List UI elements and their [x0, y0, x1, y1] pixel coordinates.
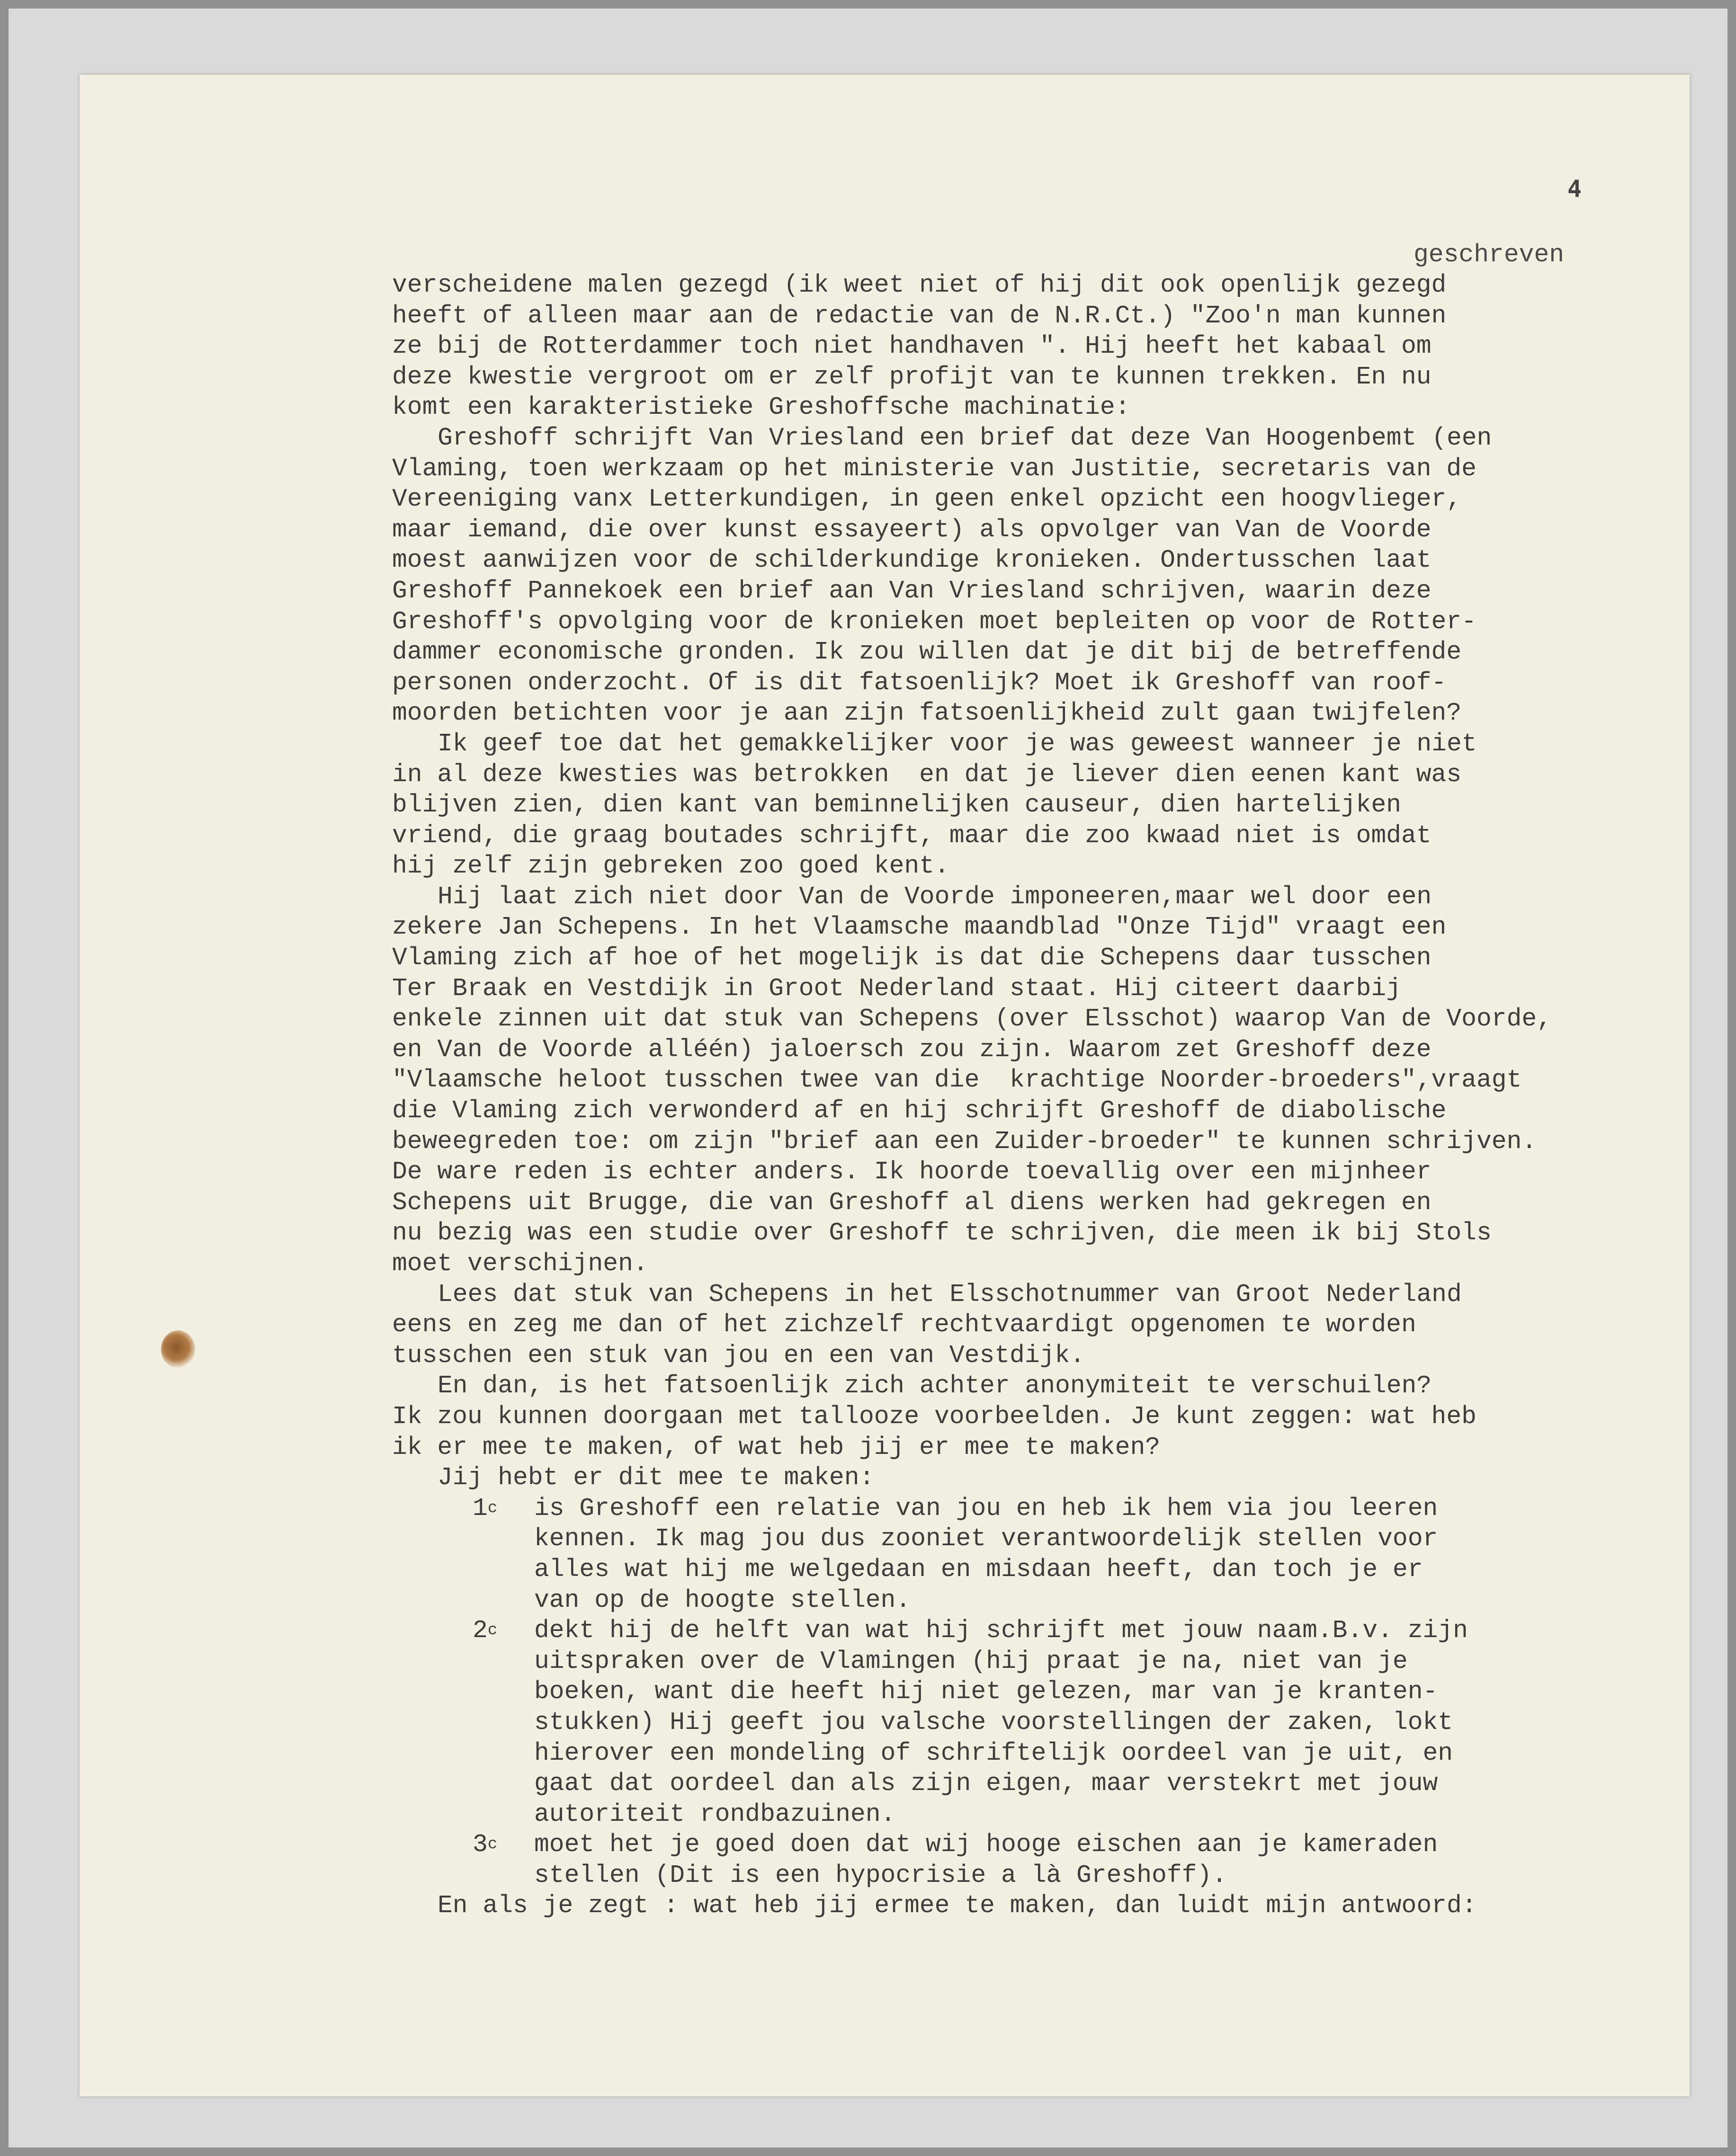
text-line: Greshoff Pannekoek een brief aan Van Vriesland schrijven, waarin deze [392, 576, 1432, 605]
numbered-list [392, 1493, 1552, 1891]
ordinal-suffix: c [487, 1621, 498, 1640]
list-item-number: 2$^c$ [473, 1616, 498, 1645]
list-item-text: van op de hoogte stellen. [534, 1586, 911, 1614]
list-item-line [392, 1676, 1552, 1707]
list-item-text: gaat dat oordeel dan als zijn eigen, maar verstekrt met jouw [534, 1769, 1438, 1798]
ordinal-suffix: c [487, 1499, 498, 1517]
list-item-text: alles wat hij me welgedaan en misdaan heeft, dan toch je er [534, 1555, 1423, 1584]
list-item-text: stukken) Hij geeft jou valsche voorstellingen der zaken, lokt [534, 1708, 1453, 1737]
text-line: Greshoff schrijft Van Vriesland een brief dat deze Van Hoogenbemt (een [438, 423, 1492, 452]
list-item-line [392, 1585, 1552, 1616]
list-item-text: autoriteit rondbazuinen. [534, 1800, 896, 1828]
list-item-line [392, 1707, 1552, 1738]
text-line: komt een karakteristieke Greshoffsche machinatie: [392, 393, 1130, 422]
text-line: ze bij de Rotterdammer toch niet handhaven ". Hij heeft het kabaal om [392, 332, 1432, 361]
list-item-line [392, 1523, 1552, 1554]
text-line: vriend, die graag boutades schrijft, maar die zoo kwaad niet is omdat [392, 821, 1432, 850]
list-item-text: hierover een mondeling of schriftelijk oordeel van je uit, en [534, 1738, 1453, 1767]
text-line: ik er mee te maken, of wat heb jij er mee te maken? [392, 1433, 1161, 1461]
letter-body [392, 270, 1552, 1921]
text-line: hij zelf zijn gebreken zoo goed kent. [392, 852, 949, 881]
body-paragraphs [392, 270, 1552, 1493]
text-line: Ter Braak en Vestdijk in Groot Nederland staat. Hij citeert daarbij [392, 974, 1401, 1003]
list-item-line [392, 1646, 1552, 1677]
text-line: Ik geef toe dat het gemakkelijker voor je was geweest wanneer je niet [438, 729, 1477, 758]
text-line: De ware reden is echter anders. Ik hoorde toevallig over een mijnheer [392, 1158, 1432, 1186]
text-line: verscheidene malen gezegd (ik weet niet of hij dit ook openlijk gezegd [392, 271, 1447, 299]
page-number: 4 [1567, 175, 1582, 203]
list-item-text: moet het je goed doen dat wij hooge eischen aan je kameraden [534, 1830, 1438, 1859]
text-line: enkele zinnen uit dat stuk van Schepens (over Elsschot) waarop Van de Voorde, [392, 1005, 1552, 1033]
list-item-line [392, 1799, 1552, 1830]
rust-stain [161, 1330, 195, 1368]
text-line: Schepens uit Brugge, die van Greshoff al diens werken had gekregen en [392, 1188, 1432, 1217]
closing-line: En als je zegt : wat heb jij ermee te maken, dan luidt mijn antwoord: [438, 1891, 1477, 1920]
list-item-line [392, 1554, 1552, 1585]
text-line: Ik zou kunnen doorgaan met tallooze voorbeelden. Je kunt zeggen: wat heb [392, 1402, 1476, 1431]
text-line: eens en zeg me dan of het zichzelf rechtvaardigt opgenomen te worden [392, 1310, 1416, 1339]
text-line: in al deze kwesties was betrokken en dat je liever dien eenen kant was [392, 760, 1462, 789]
list-item-text: boeken, want die heeft hij niet gelezen, mar van je kranten- [534, 1677, 1438, 1706]
text-line: deze kwestie vergroot om er zelf profijt van te kunnen trekken. En nu [392, 362, 1432, 391]
list-item-text: uitspraken over de Vlamingen (hij praat je na, niet van je [534, 1647, 1408, 1675]
text-line: Greshoff's opvolging voor de kronieken moet bepleiten op voor de Rotter- [392, 607, 1476, 636]
list-item-line [392, 1829, 1552, 1860]
text-line: Vereeniging vanx Letterkundigen, in geen enkel opzicht een hoogvlieger, [392, 485, 1462, 514]
text-line: beweegreden toe: om zijn "brief aan een Zuider-broeder" te kunnen schrijven. [392, 1127, 1537, 1156]
text-line: "Vlaamsche heloot tusschen twee van die krachtige Noorder-broeders",vraagt [392, 1066, 1522, 1095]
text-line: personen onderzocht. Of is dit fatsoenlijk? Moet ik Greshoff van roof- [392, 668, 1447, 697]
list-item-text: stellen (Dit is een hypocrisie a là Greshoff). [534, 1861, 1227, 1889]
ordinal-suffix: c [487, 1835, 498, 1854]
text-line: maar iemand, die over kunst essayeert) als opvolger van Van de Voorde [392, 515, 1432, 544]
text-line: nu bezig was een studie over Greshoff te schrijven, die meen ik bij Stols [392, 1219, 1492, 1247]
text-line: blijven zien, dien kant van beminnelijken causeur, dien hartelijken [392, 791, 1401, 820]
text-line: en Van de Voorde alléén) jaloersch zou zijn. Waarom zet Greshoff deze [392, 1035, 1432, 1064]
text-line: Jij hebt er dit mee te maken: [438, 1463, 875, 1492]
text-line: die Vlaming zich verwonderd af en hij schrijft Greshoff de diabolische [392, 1096, 1447, 1125]
text-line: tusschen een stuk van jou en een van Vestdijk. [392, 1341, 1085, 1370]
text-line: zekere Jan Schepens. In het Vlaamsche maandblad "Onze Tijd" vraagt een [392, 913, 1447, 942]
list-item-line [392, 1768, 1552, 1799]
text-line: moet verschijnen. [392, 1249, 648, 1278]
text-line: Vlaming, toen werkzaam op het ministerie van Justitie, secretaris van de [392, 454, 1476, 483]
handwritten-insertion: geschreven [1414, 241, 1565, 269]
list-item-text: dekt hij de helft van wat hij schrijft met jouw naam.B.v. zijn [534, 1616, 1468, 1645]
list-item-line [392, 1738, 1552, 1769]
list-item-text: kennen. Ik mag jou dus zooniet verantwoordelijk stellen voor [534, 1524, 1438, 1553]
text-line: En dan, is het fatsoenlijk zich achter anonymiteit te verschuilen? [438, 1372, 1432, 1400]
list-item-line [392, 1860, 1552, 1891]
text-line: dammer economische gronden. Ik zou willen dat je dit bij de betreffende [392, 638, 1462, 667]
list-item-number: 3$^c$ [473, 1830, 498, 1859]
list-item-line [392, 1493, 1552, 1524]
list-item-text: is Greshoff een relatie van jou en heb ik hem via jou leeren [534, 1494, 1438, 1523]
list-item-line [392, 1615, 1552, 1646]
text-line: Vlaming zich af hoe of het mogelijk is dat die Schepens daar tusschen [392, 944, 1432, 972]
text-line: moest aanwijzen voor de schilderkundige kronieken. Ondertusschen laat [392, 546, 1432, 575]
text-line: heeft of alleen maar aan de redactie van de N.R.Ct.) "Zoo'n man kunnen [392, 301, 1447, 330]
text-line: Hij laat zich niet door Van de Voorde imponeeren,maar wel door een [438, 882, 1432, 911]
list-item-number: 1$^c$ [473, 1494, 498, 1523]
text-line: moorden betichten voor je aan zijn fatsoenlijkheid zult gaan twijfelen? [392, 699, 1462, 728]
text-line: Lees dat stuk van Schepens in het Elsschotnummer van Groot Nederland [438, 1280, 1462, 1309]
